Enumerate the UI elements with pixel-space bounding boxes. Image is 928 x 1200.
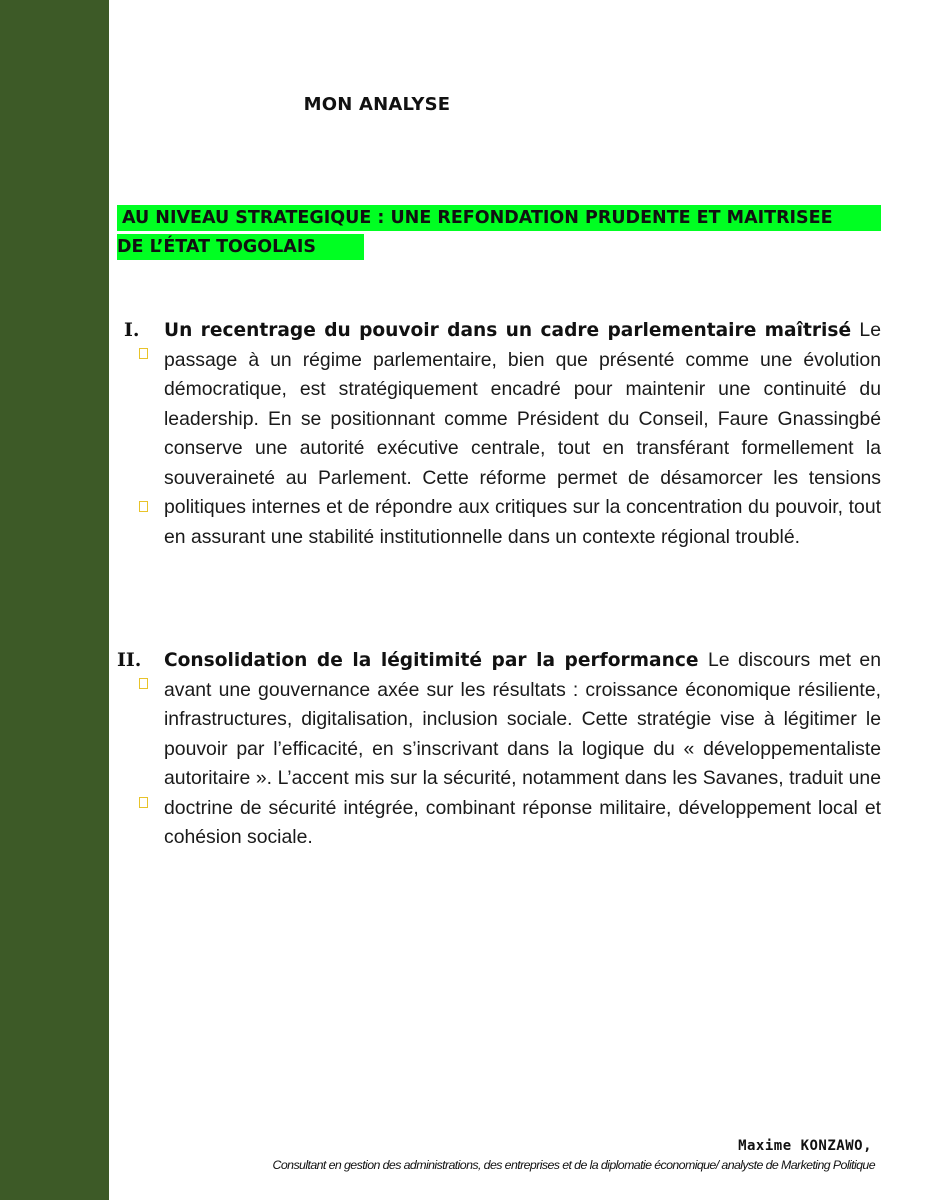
bullet-box-icon: [139, 678, 148, 689]
section-number: I.: [124, 319, 140, 341]
section-heading: Consolidation de la légitimité par la performance: [164, 650, 708, 671]
section-text: [164, 646, 881, 853]
page-title: [110, 94, 928, 115]
author-role: Consultant en gestion des administrations, des entreprises et de la diplomatie économique/ analyste de Marketing Politique: [272, 1158, 875, 1172]
bullet-box-icon: [139, 501, 148, 512]
section-body: Le passage à un régime parlementaire, bien que présenté comme une évolution démocratique, est stratégiquement encadré pour maintenir une continuité du leadership. En se positionnant comme Président du Conseil, Faure Gnassingbé conserve une autorité exécutive centrale, tout en transférant formellement la souveraineté au Parlement. Cette réforme permet de désamorcer les tensions politiques internes et de répondre aux critiques sur la concentration du pouvoir, tout en assurant une stabilité institutionnelle dans un contexte régional troublé.: [164, 319, 881, 548]
section-text: [164, 316, 881, 552]
signature-block: [272, 1136, 875, 1174]
banner-line-1: AU NIVEAU STRATEGIQUE : UNE REFONDATION PRUDENTE ET MAITRISEE: [117, 205, 881, 231]
section-heading: Un recentrage du pouvoir dans un cadre parlementaire maîtrisé: [164, 320, 860, 341]
author-name: Maxime KONZAWO,: [738, 1138, 872, 1154]
section-number: II.: [117, 649, 142, 671]
side-band: [0, 0, 109, 1200]
banner-line-2: DE L’ÉTAT TOGOLAIS: [117, 234, 364, 260]
bullet-box-icon: [139, 797, 148, 808]
section-1: [117, 316, 881, 586]
section-2: [117, 646, 881, 856]
bullet-box-icon: [139, 348, 148, 359]
section-body: Le discours met en avant une gouvernance axée sur les résultats : croissance économique résiliente, infrastructures, digitalisation, inclusion sociale. Cette stratégie vise à légitimer le pouvoir par l’efficacité, en s’inscrivant dans la logique du « développementaliste autoritaire ». L’accent mis sur la sécurité, notamment dans les Savanes, traduit une doctrine de sécurité intégrée, combinant réponse militaire, développement local et cohésion sociale.: [164, 649, 881, 848]
page-title-text: MON ANALYSE: [303, 94, 451, 115]
